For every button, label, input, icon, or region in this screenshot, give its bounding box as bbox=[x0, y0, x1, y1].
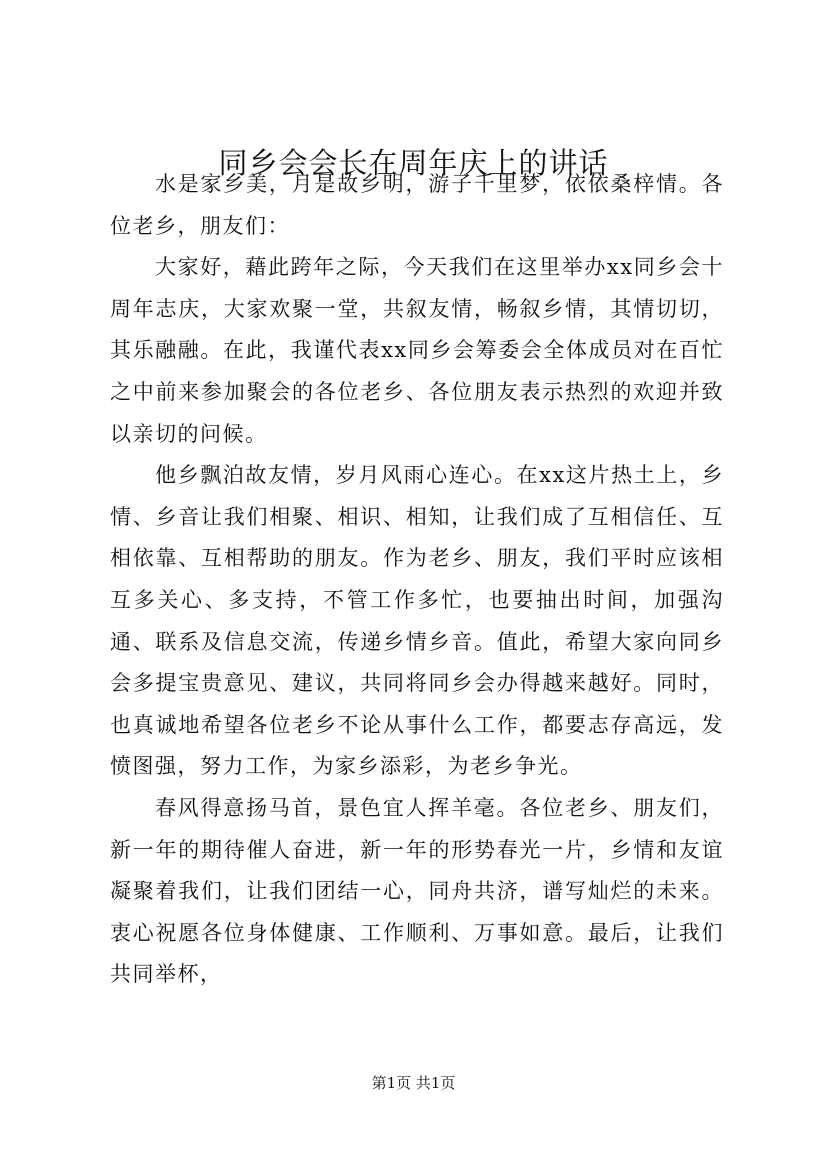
paragraph-welcome: 大家好，藉此跨年之际，今天我们在这里举办xx同乡会十周年志庆，大家欢聚一堂，共叙友情，畅叙乡情，其情切切，其乐融融。在此，我谨代表xx同乡会筹委会全体成员对在百忙之中前来参加聚会的各位老乡、各位朋友表示热烈的欢迎并致以亲切的问候。 bbox=[110, 255, 724, 446]
paragraph-closing: 春风得意扬马首，景色宜人挥羊毫。各位老乡、朋友们，新一年的期待催人奋进，新一年的形势春光一片，乡情和友谊凝聚着我们，让我们团结一心，同舟共济，谱写灿烂的未来。衷心祝愿各位身体健康、工作顺利、万事如意。最后，让我们共同举杯， bbox=[110, 795, 724, 987]
page-number-footer: 第1页 共1页 bbox=[371, 1074, 456, 1092]
document-body bbox=[110, 164, 724, 996]
document-title: 同乡会会长在周年庆上的讲话 bbox=[218, 146, 609, 180]
paragraph-friendship: 他乡飘泊故友情，岁月风雨心连心。在xx这片热土上，乡情、乡音让我们相聚、相识、相知，让我们成了互相信任、互相依靠、互相帮助的朋友。作为老乡、朋友，我们平时应该相互多关心、多支持，不管工作多忙，也要抽出时间，加强沟通、联系及信息交流，传递乡情乡音。值此，希望大家向同乡会多提宝贵意见、建议，共同将同乡会办得越来越好。同时，也真诚地希望各位老乡不论从事什么工作，都要志存高远，发愤图强，努力工作，为家乡添彩，为老乡争光。 bbox=[110, 463, 724, 779]
paragraph-greeting: 水是家乡美，月是故乡明，游子千里梦，依依桑梓情。各位老乡，朋友们： bbox=[110, 172, 724, 238]
